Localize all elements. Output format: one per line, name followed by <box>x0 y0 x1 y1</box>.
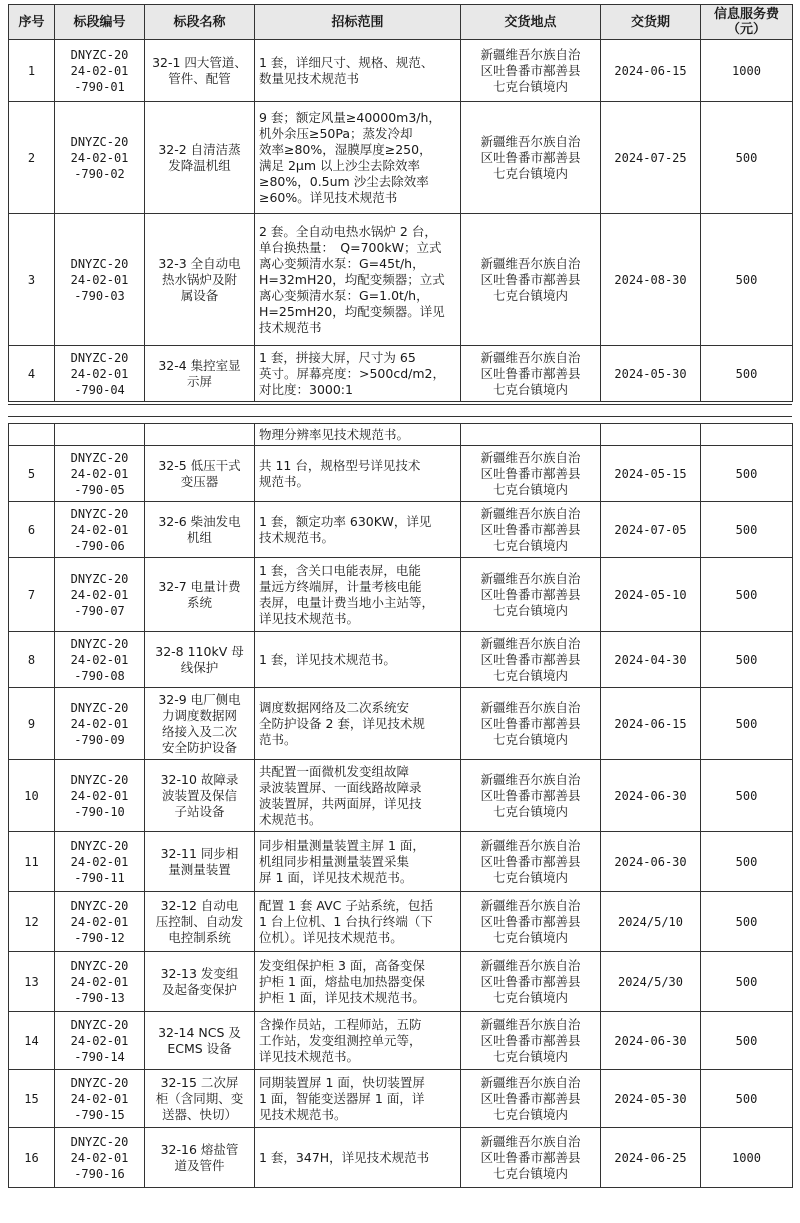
tender-scope: 1 套，详见技术规范书。 <box>255 632 461 688</box>
service-fee: 500 <box>701 102 793 214</box>
delivery-location: 新疆维吾尔族自治 区吐鲁番市鄯善县 七克台镇境内 <box>461 1128 601 1188</box>
service-fee: 500 <box>701 558 793 632</box>
delivery-location: 新疆维吾尔族自治 区吐鲁番市鄯善县 七克台镇境内 <box>461 502 601 558</box>
tender-scope: 配置 1 套 AVC 子站系统，包括 1 台上位机、1 台执行终端（下 位机）。详见技术规范书。 <box>255 892 461 952</box>
delivery-date: 2024/5/30 <box>601 952 701 1012</box>
service-fee: 1000 <box>701 40 793 102</box>
header-scope: 招标范围 <box>255 5 461 40</box>
service-fee: 500 <box>701 446 793 502</box>
service-fee: 500 <box>701 1070 793 1128</box>
delivery-date: 2024-05-15 <box>601 446 701 502</box>
row-index: 9 <box>9 688 55 760</box>
delivery-date: 2024-06-15 <box>601 688 701 760</box>
delivery-date: 2024-05-10 <box>601 558 701 632</box>
section-code: DNYZC-20 24-02-01 -790-05 <box>55 446 145 502</box>
row-index: 16 <box>9 1128 55 1188</box>
section-code: DNYZC-20 24-02-01 -790-11 <box>55 832 145 892</box>
section-name: 32-10 故障录 波装置及保信 子站设备 <box>145 760 255 832</box>
delivery-date: 2024-04-30 <box>601 632 701 688</box>
delivery-location: 新疆维吾尔族自治 区吐鲁番市鄯善县 七克台镇境内 <box>461 832 601 892</box>
row-index: 13 <box>9 952 55 1012</box>
tender-scope: 同期装置屏 1 面，快切装置屏 1 面，智能变送器屏 1 面，详 见技术规范书。 <box>255 1070 461 1128</box>
delivery-location: 新疆维吾尔族自治 区吐鲁番市鄯善县 七克台镇境内 <box>461 446 601 502</box>
row-index: 6 <box>9 502 55 558</box>
section-code: DNYZC-20 24-02-01 -790-01 <box>55 40 145 102</box>
row-index: 8 <box>9 632 55 688</box>
section-name: 32-9 电厂侧电 力调度数据网 络接入及二次 安全防护设备 <box>145 688 255 760</box>
delivery-location: 新疆维吾尔族自治 区吐鲁番市鄯善县 七克台镇境内 <box>461 346 601 402</box>
table-row <box>9 1012 793 1070</box>
delivery-location: 新疆维吾尔族自治 区吐鲁番市鄯善县 七克台镇境内 <box>461 40 601 102</box>
header-row <box>9 5 793 40</box>
section-code: DNYZC-20 24-02-01 -790-15 <box>55 1070 145 1128</box>
tender-scope: 1 套，详细尺寸、规格、规范、 数量见技术规范书 <box>255 40 461 102</box>
row-index: 2 <box>9 102 55 214</box>
section-name: 32-1 四大管道、 管件、配管 <box>145 40 255 102</box>
header-index: 序号 <box>9 5 55 40</box>
row-index: 14 <box>9 1012 55 1070</box>
page-break-line <box>8 416 792 417</box>
tender-scope: 发变组保护柜 3 面，高备变保 护柜 1 面，熔盐电加热器变保 护柜 1 面，详见技术规范书。 <box>255 952 461 1012</box>
section-name: 32-15 二次屏 柜（含同期、变 送器、快切） <box>145 1070 255 1128</box>
delivery-date: 2024-05-30 <box>601 1070 701 1128</box>
delivery-location: 新疆维吾尔族自治 区吐鲁番市鄯善县 七克台镇境内 <box>461 558 601 632</box>
tender-scope: 共配置一面微机发变组故障 录波装置屏、一面线路故障录 波装置屏，共两面屏，详见技 术规范书。 <box>255 760 461 832</box>
table-row <box>9 102 793 214</box>
table-row <box>9 214 793 346</box>
tender-scope: 1 套，含关口电能表屏，电能 量远方终端屏，计量考核电能 表屏，电量计费当地小主站等， 详见技术规范书。 <box>255 558 461 632</box>
table-row <box>9 1128 793 1188</box>
delivery-location: 新疆维吾尔族自治 区吐鲁番市鄯善县 七克台镇境内 <box>461 1070 601 1128</box>
section-name: 32-14 NCS 及 ECMS 设备 <box>145 1012 255 1070</box>
table-row <box>9 892 793 952</box>
delivery-location: 新疆维吾尔族自治 区吐鲁番市鄯善县 七克台镇境内 <box>461 760 601 832</box>
service-fee: 500 <box>701 760 793 832</box>
continuation-text: 物理分辨率见技术规范书。 <box>255 424 461 446</box>
tender-scope: 1 套，额定功率 630KW，详见 技术规范书。 <box>255 502 461 558</box>
service-fee: 500 <box>701 346 793 402</box>
section-name: 32-5 低压干式 变压器 <box>145 446 255 502</box>
row-index: 4 <box>9 346 55 402</box>
table-row <box>9 760 793 832</box>
tender-table-top <box>8 4 793 402</box>
tender-scope: 同步相量测量装置主屏 1 面， 机组同步相量测量装置采集 屏 1 面，详见技术规范书。 <box>255 832 461 892</box>
delivery-date: 2024-08-30 <box>601 214 701 346</box>
delivery-location: 新疆维吾尔族自治 区吐鲁番市鄯善县 七克台镇境内 <box>461 214 601 346</box>
section-name: 32-3 全自动电 热水锅炉及附 属设备 <box>145 214 255 346</box>
delivery-date: 2024-06-25 <box>601 1128 701 1188</box>
service-fee: 500 <box>701 632 793 688</box>
header-location: 交货地点 <box>461 5 601 40</box>
service-fee: 500 <box>701 892 793 952</box>
row-index: 5 <box>9 446 55 502</box>
header-fee: 信息服务费 （元） <box>701 5 793 40</box>
section-code: DNYZC-20 24-02-01 -790-14 <box>55 1012 145 1070</box>
section-code: DNYZC-20 24-02-01 -790-09 <box>55 688 145 760</box>
section-code: DNYZC-20 24-02-01 -790-08 <box>55 632 145 688</box>
header-name: 标段名称 <box>145 5 255 40</box>
tender-scope: 9 套；额定风量≥40000m3/h， 机外余压≥50Pa；蒸发冷却 效率≥80%，湿膜厚度≥250， 满足 2μm 以上沙尘去除效率 ≥80%，0.5um 沙尘去除效率 ≥60%。详见技术规范书 <box>255 102 461 214</box>
section-code: DNYZC-20 24-02-01 -790-04 <box>55 346 145 402</box>
section-code: DNYZC-20 24-02-01 -790-03 <box>55 214 145 346</box>
table-row <box>9 1070 793 1128</box>
header-delivery-date: 交货期 <box>601 5 701 40</box>
row-index: 12 <box>9 892 55 952</box>
row-index: 7 <box>9 558 55 632</box>
delivery-location: 新疆维吾尔族自治 区吐鲁番市鄯善县 七克台镇境内 <box>461 1012 601 1070</box>
table-row <box>9 688 793 760</box>
section-code: DNYZC-20 24-02-01 -790-07 <box>55 558 145 632</box>
row-index: 3 <box>9 214 55 346</box>
delivery-date: 2024-05-30 <box>601 346 701 402</box>
tender-scope: 1 套，拼接大屏，尺寸为 65 英寸。屏幕亮度：>500cd/m2， 对比度：3000:1 <box>255 346 461 402</box>
page-break-line <box>8 404 792 405</box>
section-code: DNYZC-20 24-02-01 -790-16 <box>55 1128 145 1188</box>
tender-scope: 共 11 台，规格型号详见技术 规范书。 <box>255 446 461 502</box>
section-name: 32-6 柴油发电 机组 <box>145 502 255 558</box>
table-row <box>9 952 793 1012</box>
section-name: 32-12 自动电 压控制、自动发 电控制系统 <box>145 892 255 952</box>
service-fee: 500 <box>701 688 793 760</box>
section-code: DNYZC-20 24-02-01 -790-02 <box>55 102 145 214</box>
table-row <box>9 632 793 688</box>
continuation-row <box>9 424 793 446</box>
section-name: 32-16 熔盐管 道及管件 <box>145 1128 255 1188</box>
table-row <box>9 832 793 892</box>
tender-scope: 2 套。全自动电热水锅炉 2 台， 单台换热量： Q=700kW；立式 离心变频清水泵：G=45t/h， H=32mH20，均配变频器；立式 离心变频清水泵：G=1.0t/h， H=25mH20，均配变频器。详见 技术规范书 <box>255 214 461 346</box>
delivery-location: 新疆维吾尔族自治 区吐鲁番市鄯善县 七克台镇境内 <box>461 102 601 214</box>
section-code: DNYZC-20 24-02-01 -790-12 <box>55 892 145 952</box>
delivery-date: 2024-06-15 <box>601 40 701 102</box>
tender-table-bottom <box>8 423 793 1188</box>
delivery-location: 新疆维吾尔族自治 区吐鲁番市鄯善县 七克台镇境内 <box>461 892 601 952</box>
tender-scope: 1 套，347H，详见技术规范书 <box>255 1128 461 1188</box>
table-row <box>9 558 793 632</box>
row-index: 11 <box>9 832 55 892</box>
delivery-date: 2024-06-30 <box>601 760 701 832</box>
service-fee: 500 <box>701 502 793 558</box>
service-fee: 500 <box>701 214 793 346</box>
delivery-date: 2024-06-30 <box>601 832 701 892</box>
section-name: 32-4 集控室显 示屏 <box>145 346 255 402</box>
table-row <box>9 346 793 402</box>
table-row <box>9 502 793 558</box>
section-name: 32-7 电量计费 系统 <box>145 558 255 632</box>
delivery-location: 新疆维吾尔族自治 区吐鲁番市鄯善县 七克台镇境内 <box>461 952 601 1012</box>
section-code: DNYZC-20 24-02-01 -790-06 <box>55 502 145 558</box>
service-fee: 500 <box>701 1012 793 1070</box>
delivery-date: 2024/5/10 <box>601 892 701 952</box>
table-row <box>9 40 793 102</box>
tender-scope: 含操作员站，工程师站，五防 工作站，发变组测控单元等， 详见技术规范书。 <box>255 1012 461 1070</box>
service-fee: 500 <box>701 952 793 1012</box>
delivery-date: 2024-07-05 <box>601 502 701 558</box>
section-code: DNYZC-20 24-02-01 -790-10 <box>55 760 145 832</box>
section-name: 32-2 自清洁蒸 发降温机组 <box>145 102 255 214</box>
delivery-location: 新疆维吾尔族自治 区吐鲁番市鄯善县 七克台镇境内 <box>461 632 601 688</box>
delivery-date: 2024-06-30 <box>601 1012 701 1070</box>
service-fee: 500 <box>701 832 793 892</box>
service-fee: 1000 <box>701 1128 793 1188</box>
row-index: 1 <box>9 40 55 102</box>
row-index: 10 <box>9 760 55 832</box>
section-name: 32-8 110kV 母 线保护 <box>145 632 255 688</box>
tender-scope: 调度数据网络及二次系统安 全防护设备 2 套，详见技术规 范书。 <box>255 688 461 760</box>
row-index: 15 <box>9 1070 55 1128</box>
table-row <box>9 446 793 502</box>
section-name: 32-13 发变组 及起备变保护 <box>145 952 255 1012</box>
delivery-location: 新疆维吾尔族自治 区吐鲁番市鄯善县 七克台镇境内 <box>461 688 601 760</box>
delivery-date: 2024-07-25 <box>601 102 701 214</box>
section-name: 32-11 同步相 量测量装置 <box>145 832 255 892</box>
header-code: 标段编号 <box>55 5 145 40</box>
section-code: DNYZC-20 24-02-01 -790-13 <box>55 952 145 1012</box>
